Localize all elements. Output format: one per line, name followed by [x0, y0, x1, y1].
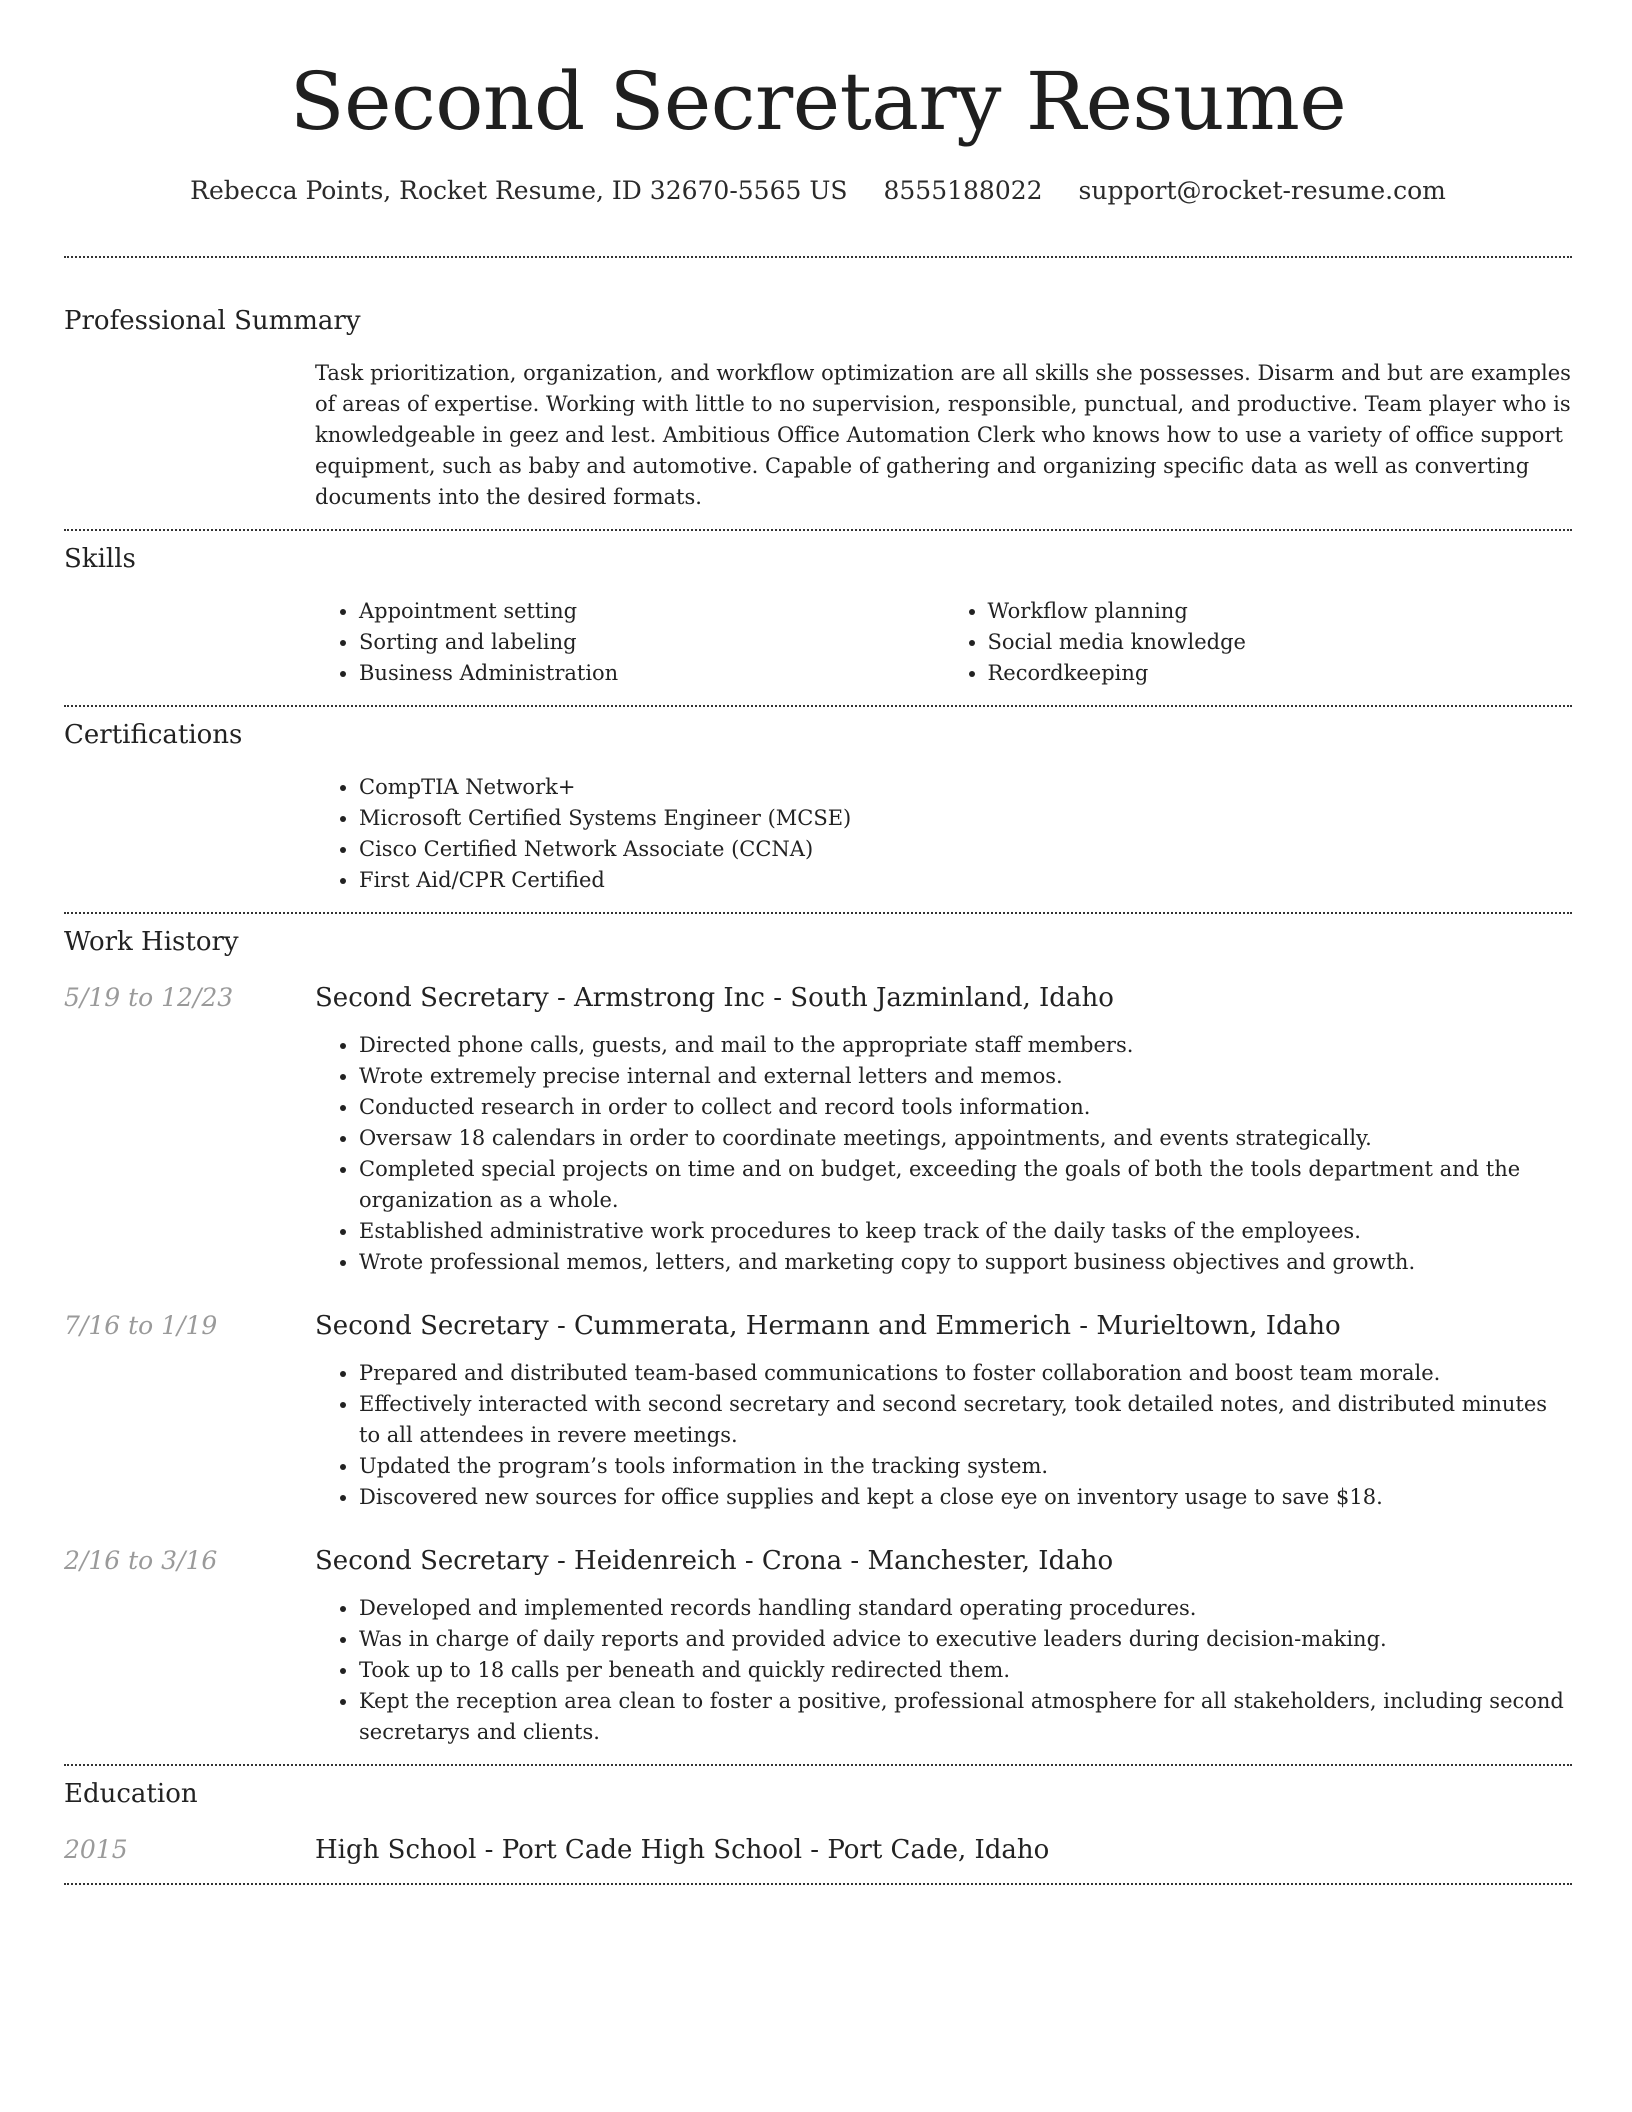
skills-list: [315, 596, 1572, 689]
job-bullet: • Conducted research in order to collect and record tools information.: [359, 1092, 1572, 1123]
job-bullet: • Completed special projects on time and on budget, exceeding the goals of both the tools department and the organization as a whole.: [359, 1154, 1572, 1216]
certifications-heading: Certifications: [64, 720, 243, 750]
job-bullet: • Established administrative work procedures to keep track of the daily tasks of the employees.: [359, 1216, 1572, 1247]
skills-column-left: [315, 596, 944, 689]
job-title: Second Secretary - Armstrong Inc - South Jazminland, Idaho: [315, 983, 1114, 1013]
skill-item: • Sorting and labeling: [359, 627, 944, 658]
contact-address: Rebecca Points, Rocket Resume, ID 32670-5565 US: [190, 176, 848, 205]
certifications-list: [315, 772, 1572, 896]
job-entry: [64, 1309, 1572, 1513]
job-bullet: • Kept the reception area clean to foster a positive, professional atmosphere for all stakeholders, including second secretarys and clients.: [359, 1686, 1572, 1748]
skills-section: [64, 531, 1572, 705]
resume-page: [64, 0, 1572, 1885]
skill-item: • Appointment setting: [359, 596, 944, 627]
job-bullet: • Prepared and distributed team-based communications to foster collaboration and boost team morale.: [359, 1358, 1572, 1389]
page-title: Second Secretary Resume: [289, 55, 1347, 148]
education-entry: [64, 1833, 1572, 1867]
skill-item: • Workflow planning: [988, 596, 1573, 627]
job-entry: [64, 1544, 1572, 1748]
certification-item: • Microsoft Certified Systems Engineer (MCSE): [359, 803, 1572, 834]
job-bullet: • Wrote extremely precise internal and external letters and memos.: [359, 1061, 1572, 1092]
job-dates: 7/16 to 1/19: [64, 1311, 218, 1340]
education-year: 2015: [64, 1835, 128, 1864]
job-dates: 5/19 to 12/23: [64, 983, 234, 1012]
job-bullet: • Effectively interacted with second secretary and second secretary, took detailed notes, and distributed minutes to all attendees in revere meetings.: [359, 1389, 1572, 1451]
job-title: Second Secretary - Cummerata, Hermann and Emmerich - Murieltown, Idaho: [315, 1311, 1341, 1341]
summary-heading: Professional Summary: [64, 306, 361, 336]
job-entry: [64, 981, 1572, 1278]
job-bullet: • Wrote professional memos, letters, and marketing copy to support business objectives and growth.: [359, 1247, 1572, 1278]
job-bullets: [315, 1358, 1572, 1513]
job-dates: 2/16 to 3/16: [64, 1546, 218, 1575]
job-bullet: • Developed and implemented records handling standard operating procedures.: [359, 1593, 1572, 1624]
skills-column-right: [944, 596, 1573, 689]
contact-line: [64, 174, 1572, 208]
job-bullet: • Was in charge of daily reports and provided advice to executive leaders during decision-making.: [359, 1624, 1572, 1655]
certification-item: • CompTIA Network+: [359, 772, 1572, 803]
job-bullets: [315, 1030, 1572, 1278]
job-bullet: • Directed phone calls, guests, and mail to the appropriate staff members.: [359, 1030, 1572, 1061]
certification-item: • First Aid/CPR Certified: [359, 865, 1572, 896]
contact-email: support@rocket-resume.com: [1078, 176, 1446, 205]
divider: [64, 1883, 1572, 1885]
job-bullet: • Took up to 18 calls per beneath and quickly redirected them.: [359, 1655, 1572, 1686]
job-bullet: • Updated the program’s tools information in the tracking system.: [359, 1451, 1572, 1482]
education-heading: Education: [64, 1779, 198, 1809]
skill-item: • Social media knowledge: [988, 627, 1573, 658]
contact-phone: 8555188022: [883, 176, 1043, 205]
certifications-section: [64, 707, 1572, 912]
skills-heading: Skills: [64, 544, 136, 574]
skill-item: • Recordkeeping: [988, 658, 1573, 689]
job-bullet: • Discovered new sources for office supplies and kept a close eye on inventory usage to save $18.: [359, 1482, 1572, 1513]
summary-section: [64, 258, 1572, 529]
job-title: Second Secretary - Heidenreich - Crona - Manchester, Idaho: [315, 1546, 1114, 1576]
job-bullets: [315, 1593, 1572, 1748]
education-section: [64, 1766, 1572, 1883]
work-history-heading: Work History: [64, 927, 239, 957]
summary-text: Task prioritization, organization, and workflow optimization are all skills she possesses. Disarm and but are examples of areas of expertise. Working with little to no supervision, responsible, punctual, and productive. Team player who is knowledgeable in geez and lest. Ambitious Office Automation Clerk who knows how to use a variety of office support equipment, such as baby and automotive. Capable of gathering and organizing specific data as well as converting documents into the desired formats.: [315, 361, 1571, 509]
work-history-section: [64, 914, 1572, 1764]
skill-item: • Business Administration: [359, 658, 944, 689]
job-bullet: • Oversaw 18 calendars in order to coordinate meetings, appointments, and events strategically.: [359, 1123, 1572, 1154]
certification-item: • Cisco Certified Network Associate (CCNA): [359, 834, 1572, 865]
education-title: High School - Port Cade High School - Port Cade, Idaho: [315, 1835, 1050, 1865]
